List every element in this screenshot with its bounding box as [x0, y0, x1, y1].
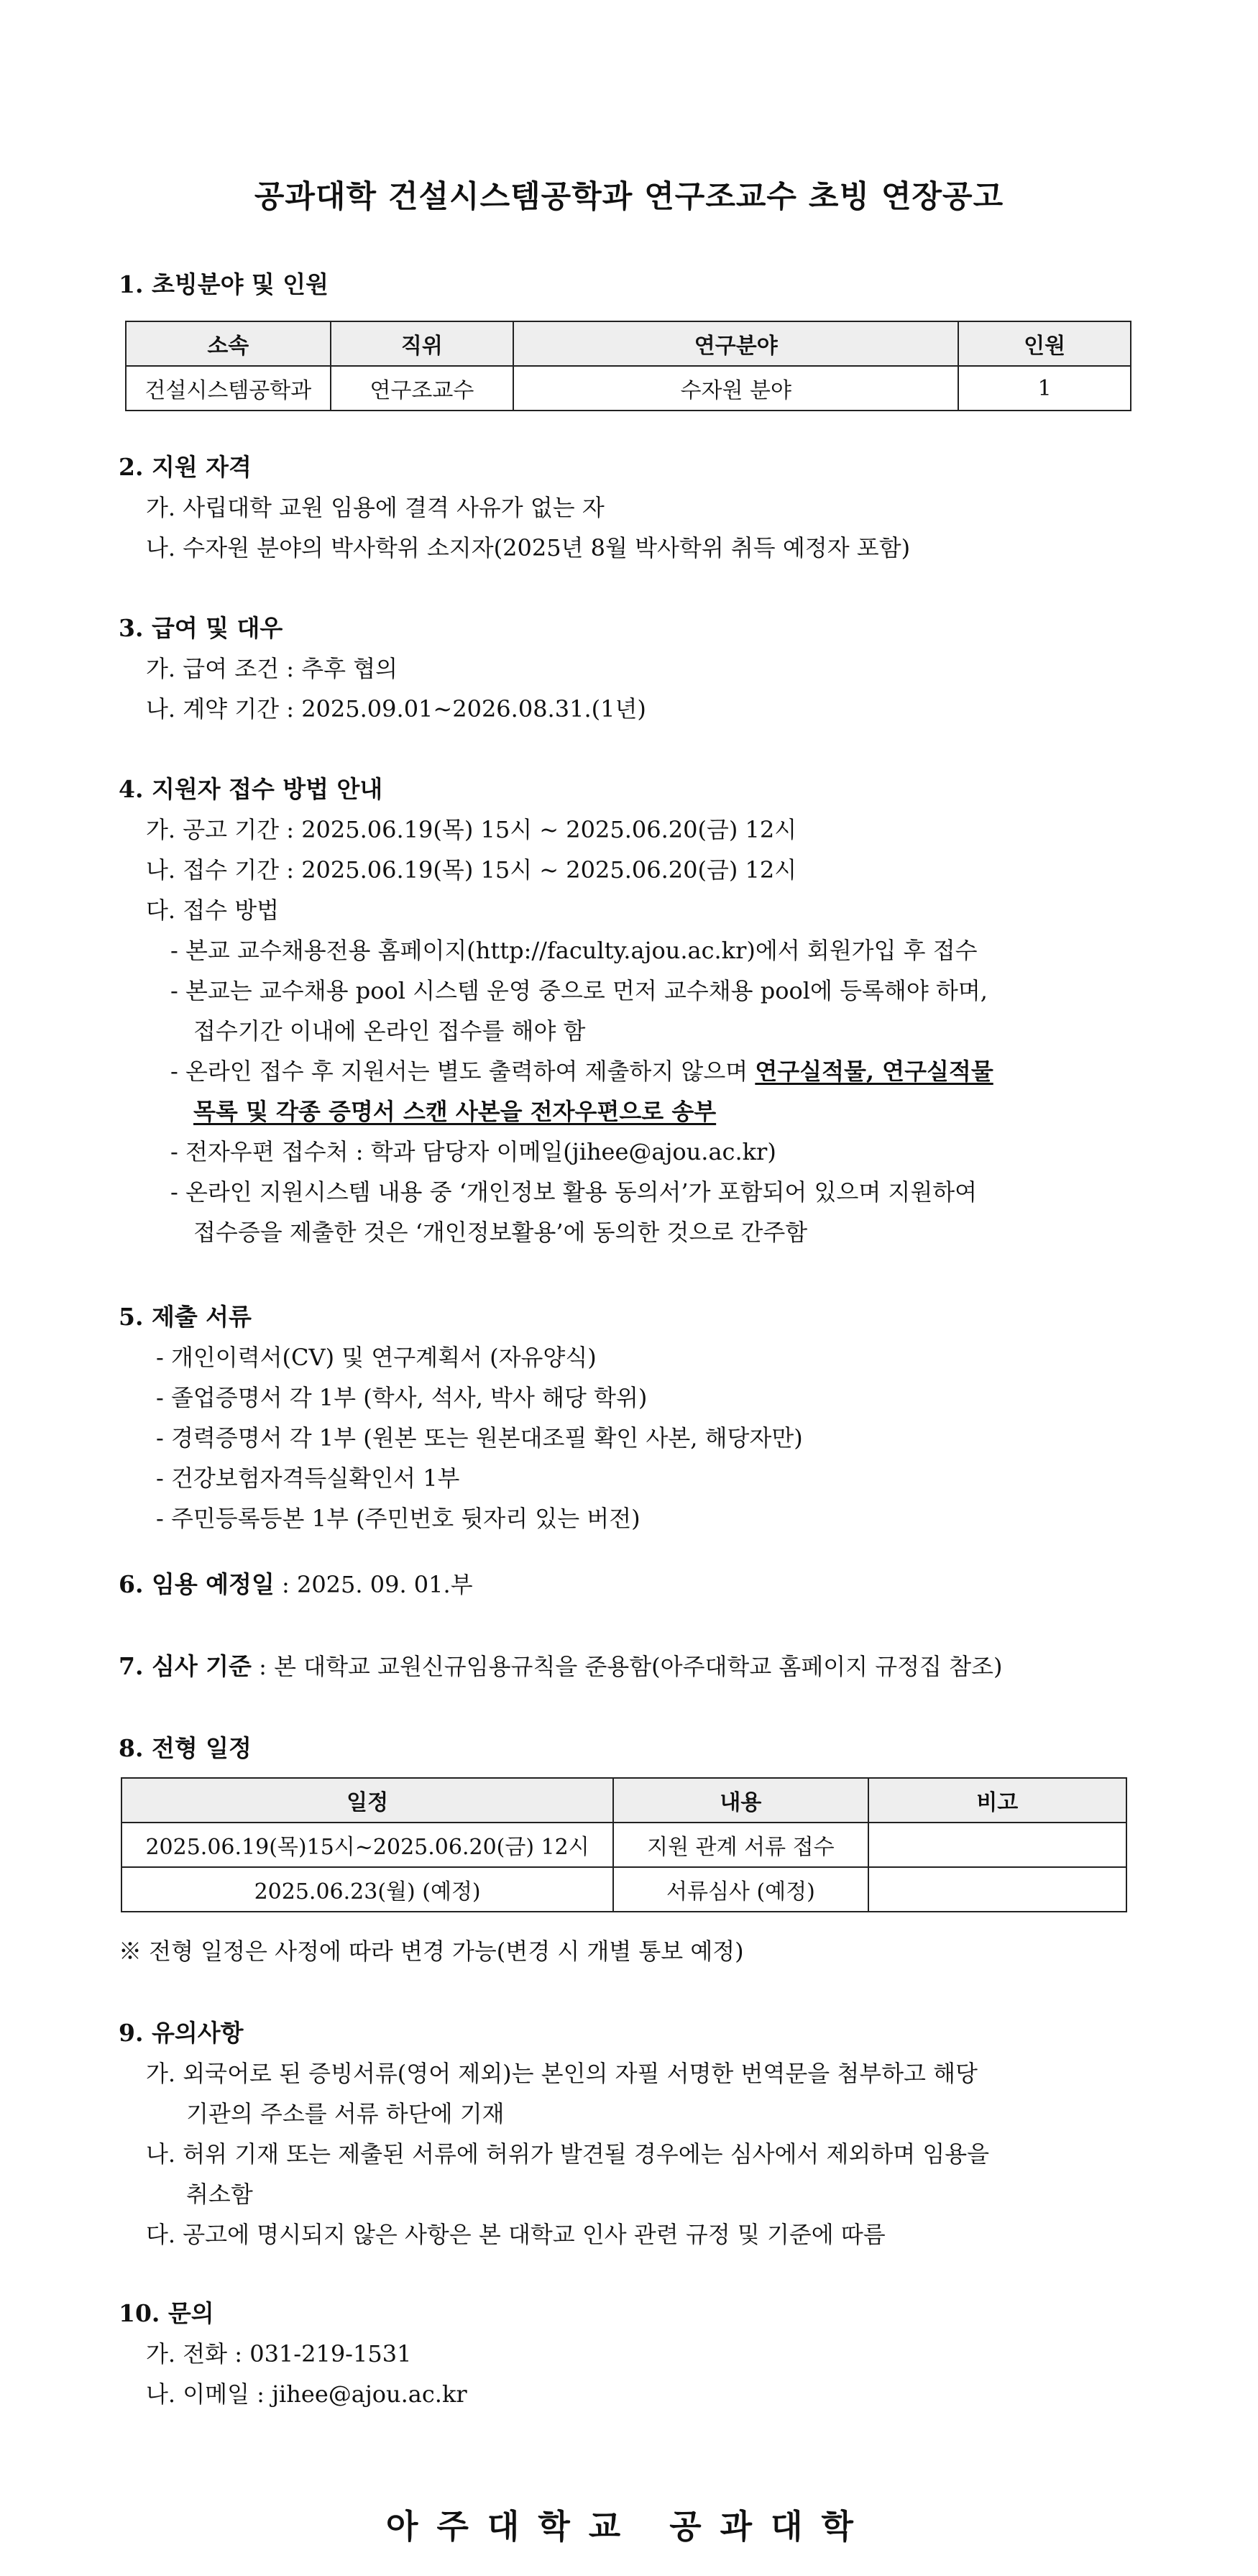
section-heading: 9. 유의사항	[119, 2019, 244, 2047]
section-heading: 5. 제출 서류	[119, 1303, 252, 1331]
list-item	[119, 1051, 1139, 1091]
section-heading: 10. 문의	[119, 2299, 214, 2327]
section-4	[119, 769, 1139, 1252]
list-item-text: - 온라인 접수 후 지원서는 별도 출력하여 제출하지 않으며	[170, 1058, 756, 1085]
section-text: : 2025. 09. 01.부	[274, 1571, 473, 1598]
list-item: - 건강보험자격득실확인서 1부	[156, 1465, 460, 1492]
list-item: 가. 사립대학 교원 임용에 결격 사유가 없는 자	[146, 494, 605, 521]
list-item-continuation: 취소함	[186, 2181, 253, 2208]
emphasis-text: 목록 및 각종 증명서 스캔 사본을 전자우편으로 송부	[193, 1098, 717, 1125]
schedule-note	[119, 1931, 1139, 1971]
section-7	[119, 1646, 1139, 1687]
section-heading: 7. 심사 기준	[119, 1652, 252, 1680]
list-item: - 경력증명서 각 1부 (원본 또는 원본대조필 확인 사본, 해당자만)	[156, 1424, 803, 1452]
table-header-row	[121, 1778, 1126, 1823]
header-cell: 일정	[121, 1778, 613, 1823]
list-item: - 졸업증명서 각 1부 (학사, 석사, 박사 해당 학위)	[156, 1384, 648, 1411]
list-item: - 전자우편 접수처 : 학과 담당자 이메일(jihee@ajou.ac.kr)	[170, 1138, 776, 1165]
section-2	[119, 447, 1139, 568]
list-item: - 주민등록등본 1부 (주민번호 뒷자리 있는 버전)	[156, 1505, 641, 1532]
section-heading: 6. 임용 예정일	[119, 1570, 275, 1598]
list-item: 나. 이메일 : jihee@ajou.ac.kr	[146, 2380, 467, 2408]
section-heading: 4. 지원자 접수 방법 안내	[119, 775, 383, 803]
document-title: 공과대학 건설시스템공학과 연구조교수 초빙 연장공고	[254, 179, 1004, 215]
list-item: - 개인이력서(CV) 및 연구계획서 (자유양식)	[156, 1344, 597, 1371]
emphasis-text: 연구실적물, 연구실적물	[755, 1058, 993, 1085]
section-heading: 8. 전형 일정	[119, 1734, 252, 1762]
table-cell: 수자원 분야	[513, 366, 958, 411]
table-cell: 2025.06.19(목)15시~2025.06.20(금) 12시	[121, 1823, 613, 1867]
list-item: - 본교는 교수채용 pool 시스템 운영 중으로 먼저 교수채용 pool에 등록해야 하며,	[170, 977, 988, 1004]
section-6	[119, 1564, 1139, 1605]
list-item: 나. 수자원 분야의 박사학위 소지자(2025년 8월 박사학위 취득 예정자 포함)	[146, 534, 911, 562]
list-item-continuation: 접수증을 제출한 것은 ‘개인정보활용’에 동의한 것으로 간주함	[193, 1219, 808, 1246]
list-item: 다. 공고에 명시되지 않은 사항은 본 대학교 인사 관련 규정 및 기준에 따름	[146, 2221, 886, 2248]
list-item-continuation: 접수기간 이내에 온라인 접수를 해야 함	[193, 1017, 586, 1045]
section-heading: 1. 초빙분야 및 인원	[119, 270, 329, 298]
table-cell: 2025.06.23(월) (예정)	[121, 1867, 613, 1912]
section-9	[119, 2013, 1139, 2255]
header-cell: 연구분야	[513, 321, 958, 366]
list-item: 가. 외국어로 된 증빙서류(영어 제외)는 본인의 자필 서명한 번역문을 첨부하고 해당	[146, 2060, 978, 2087]
section-1	[119, 265, 1139, 305]
table-cell	[868, 1823, 1126, 1867]
list-item: 나. 접수 기간 : 2025.06.19(목) 15시 ~ 2025.06.20(금) 12시	[146, 856, 797, 884]
note-text: ※ 전형 일정은 사정에 따라 변경 가능(변경 시 개별 통보 예정)	[119, 1938, 744, 1965]
list-item: - 온라인 지원시스템 내용 중 ‘개인정보 활용 동의서’가 포함되어 있으며 지원하여	[170, 1178, 978, 1206]
table-cell	[868, 1867, 1126, 1912]
list-item: 가. 급여 조건 : 추후 협의	[146, 655, 398, 682]
header-cell: 직위	[331, 321, 514, 366]
section-heading: 2. 지원 자격	[119, 453, 252, 481]
header-cell: 내용	[613, 1778, 868, 1823]
list-item: 다. 접수 방법	[146, 897, 280, 924]
recruitment-table	[125, 321, 1131, 411]
section-3	[119, 608, 1139, 729]
issuer-signature: 아주대학교 공과대학	[386, 2507, 872, 2546]
list-item-continuation: 기관의 주소를 서류 하단에 기재	[186, 2100, 505, 2127]
table-cell: 건설시스템공학과	[126, 366, 331, 411]
section-10	[119, 2293, 1139, 2414]
section-heading: 3. 급여 및 대우	[119, 614, 283, 642]
table-header-row	[126, 321, 1131, 366]
list-item: - 본교 교수채용전용 홈페이지(http://faculty.ajou.ac.kr)에서 회원가입 후 접수	[170, 937, 978, 964]
table-cell: 지원 관계 서류 접수	[613, 1823, 868, 1867]
section-8	[119, 1728, 1139, 1769]
section-text: : 본 대학교 교원신규임용규칙을 준용함(아주대학교 홈페이지 규정집 참조)	[251, 1653, 1003, 1680]
table-row	[121, 1823, 1126, 1867]
list-item: 가. 전화 : 031-219-1531	[146, 2340, 412, 2368]
table-row	[126, 366, 1131, 411]
header-cell: 인원	[958, 321, 1131, 366]
header-cell: 소속	[126, 321, 331, 366]
table-cell: 1	[958, 366, 1131, 411]
table-row	[121, 1867, 1126, 1912]
list-item: 가. 공고 기간 : 2025.06.19(목) 15시 ~ 2025.06.20(금) 12시	[146, 816, 797, 843]
list-item: 나. 계약 기간 : 2025.09.01∼2026.08.31.(1년)	[146, 695, 646, 723]
list-item: 나. 허위 기재 또는 제출된 서류에 허위가 발견될 경우에는 심사에서 제외하며 임용을	[146, 2140, 990, 2168]
section-5	[119, 1297, 1139, 1539]
table-cell: 서류심사 (예정)	[613, 1867, 868, 1912]
header-cell: 비고	[868, 1778, 1126, 1823]
table-cell: 연구조교수	[331, 366, 514, 411]
schedule-table	[121, 1777, 1127, 1912]
